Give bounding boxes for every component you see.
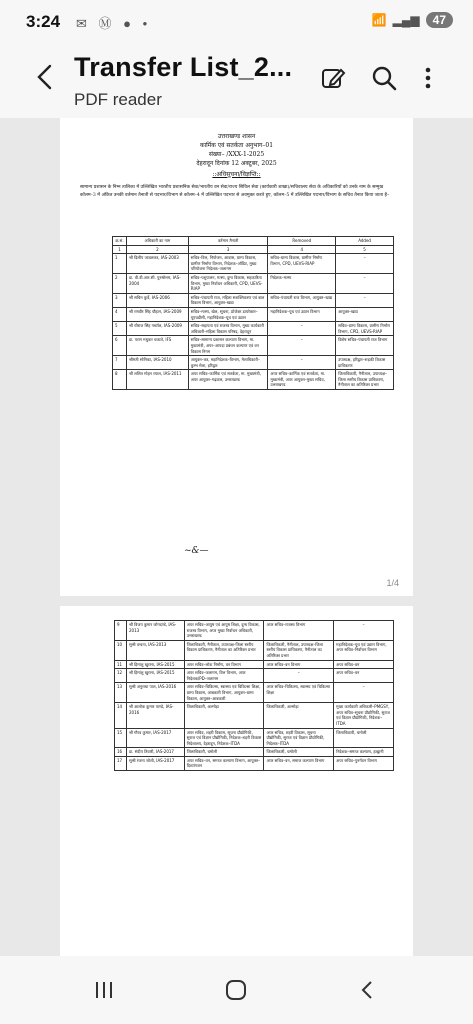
home-icon[interactable] — [224, 978, 248, 1002]
table-cell: 5 — [113, 322, 127, 336]
table-cell: महानिदेशक–यूथ एवं उद्यान विभाग — [268, 307, 336, 321]
table-cell: 7 — [113, 356, 127, 370]
doc-header-3: संख्या– /XXX-1-2025 — [208, 151, 265, 158]
column-header: Added — [336, 237, 394, 246]
table-cell: सचिव–सामान्य प्रशासन कल्याण विभाग, मा. मुख्यमंत्री, अपर–आपदा प्रबंधन कल्याण एवं वन विकास निगम — [188, 336, 268, 356]
table-row — [113, 254, 394, 274]
table-row — [115, 728, 394, 748]
table-cell: अपर सचिव–पुनर्गठन विभाग — [334, 756, 394, 770]
table-cell: – — [268, 356, 336, 370]
app-subtitle: PDF reader — [74, 90, 162, 109]
table-cell: 3 — [113, 293, 127, 307]
table-cell: महानिदेशक–यूथ एवं उद्यान विभाग, अपर सचिव–निर्वाचन विभाग — [334, 640, 394, 660]
table-cell: श्रीमती सोनिका, IAS-2010 — [126, 356, 188, 370]
table-cell: अपर सचिव–वन, समाज कल्याण विभाग — [264, 756, 334, 770]
table-cell: – — [336, 273, 394, 293]
table-cell: 2 — [113, 273, 127, 293]
table-cell: 9 — [115, 621, 127, 641]
table-cell: श्री हिमांशु खुराना, IAS-2015 — [126, 669, 184, 683]
table-cell: श्री ललित मोहन रयाल, IAS-2011 — [126, 370, 188, 390]
table-cell: सचिव–पशुपालन, मत्स्य, दुग्ध विकास, सहकारिता विभाग, मुख्य निर्वाचन अधिकारी, CPD, UEVS-RIAP — [188, 273, 268, 293]
doc-header-2: कार्मिक एवं सतर्कता अनुभाग–01 — [199, 142, 274, 149]
column-header: वर्तमान तैनाती — [188, 237, 268, 246]
table-row — [113, 322, 394, 336]
table-cell: अपर सचिव–जलागम, वित्त विभाग, अपर निदेशक/PD–जलागम — [184, 669, 264, 683]
table-cell: विशेष सचिव–पंचायती राज विभाग — [336, 336, 394, 356]
table-cell: 17 — [115, 756, 127, 770]
table-cell: अपर सचिव–चिकित्सा, स्वास्थ्य एवं चिकित्सा शिक्षा — [264, 683, 334, 703]
table-cell: 4 — [113, 307, 127, 321]
table-cell: – — [336, 293, 394, 307]
table-header-row — [113, 237, 394, 246]
doc-header-5: ::अधिसूचना/विज्ञप्ति:: — [212, 171, 261, 178]
table-cell: 6 — [113, 336, 127, 356]
table-cell: जिलाधिकारी, चमोली — [334, 728, 394, 748]
table-cell: अपर सचिव, शहरी विकास, सूचना प्रौद्योगिकी, सुराज एवं विज्ञान प्रौद्योगिकी, निदेशक–ITDA — [264, 728, 334, 748]
table-cell: जिलाधिकारी, चमोली — [184, 748, 264, 757]
status-time: 3:24 — [26, 12, 61, 31]
table-cell: आयुक्त–कर, महानिदेशक–विभाग, मेलाधिकारी–कुम्भ मेला, हरिद्वार — [188, 356, 268, 370]
page-indicator: 1/4 — [386, 578, 399, 588]
search-icon[interactable] — [370, 64, 398, 92]
table-cell: अपर सचिव–वन — [334, 669, 394, 683]
table-cell: सचिव–पंचायती राज विभाग, आयुक्त–खाद्य — [268, 293, 336, 307]
table-cell: आयुक्त–खाद्य — [336, 307, 394, 321]
table-cell: डा. वी.वी.आर.सी. पुरुषोत्तम, IAS-2004 — [126, 273, 188, 293]
table-cell: अपर सचिव–वन — [334, 660, 394, 669]
notification-icons: ✉ Ⓜ ● • — [76, 16, 152, 31]
column-number: 1 — [113, 245, 127, 254]
table-cell: सचिव–पंचायती राज, महिला सशक्तिकरण एवं बाल विकास विभाग, आयुक्त–खाद्य — [188, 293, 268, 307]
table-cell: जिलाधिकारी, नैनीताल, उपाध्यक्ष–जिला स्तरीय विकास प्राधिकरण, नैनीताल का अतिरिक्त प्रभार — [336, 370, 394, 390]
table-row — [113, 336, 394, 356]
status-bar — [0, 0, 473, 44]
battery-badge: 47 — [426, 12, 453, 28]
table-cell: 8 — [113, 370, 127, 390]
table-cell: श्री आलोक कुमार पाण्डे, IAS-2016 — [126, 703, 184, 728]
table-cell: सचिव–मत्स्य, खेल, सूचना, प्रोजेक्ट डायरेक्टर–यूएचडीसी, महानिदेशक–यूथ एवं उद्यान — [188, 307, 268, 321]
status-right — [372, 12, 453, 28]
table-row — [115, 703, 394, 728]
table-row — [115, 621, 394, 641]
transfer-table-page-1 — [112, 236, 394, 390]
table-cell: सचिव–ग्राम्य विकास, ग्रामीण निर्माण विभाग, CPD, UEVS-RIAP — [336, 322, 394, 336]
table-cell: – — [334, 683, 394, 703]
wifi-icon: 📶 — [371, 13, 387, 27]
recent-apps-icon[interactable] — [92, 978, 116, 1002]
table-cell: जिलाधिकारी, अल्मोड़ा — [264, 703, 334, 728]
table-cell: अपर सचिव–आयुष एवं आयुष शिक्षा, दुग्ध विकास, राजस्व विभाग, अपर मुख्य निर्वाचन अधिकारी, उत्तराखण्ड — [184, 621, 264, 641]
table-cell: डा. पराग मधुकर धकाते, IFS — [126, 336, 188, 356]
table-cell: – — [336, 254, 394, 274]
table-cell: सुश्री रंजना जोशी, IAS-2017 — [126, 756, 184, 770]
table-cell: 12 — [115, 669, 127, 683]
table-cell: श्री रणवीर सिंह चौहान, IAS-2009 — [126, 307, 188, 321]
table-cell: श्री दिलीप जावलकर, IAS-2003 — [126, 254, 188, 274]
table-cell: निदेशक–मत्स्य — [268, 273, 336, 293]
table-cell: जिलाधिकारी, नैनीताल, उपाध्यक्ष–जिला स्तरीय विकास प्राधिकरण, नैनीताल का अतिरिक्त प्रभार — [184, 640, 264, 660]
table-cell: अपर सचिव, शहरी विकास, सूचना प्रौद्योगिकी, सुराज एवं विज्ञान प्रौद्योगिकी, निदेशक–शहरी विकास निदेशालय, देहरादून, निदेशक–ITDA — [184, 728, 264, 748]
column-header: क्र.सं. — [113, 237, 127, 246]
doc-header-1: उत्तराखण्ड शासन — [217, 133, 256, 140]
table-row — [115, 748, 394, 757]
signal-icon: ▂▄▆ — [392, 13, 420, 27]
table-cell: अपर सचिव–लोक निर्माण, वन विभाग — [184, 660, 264, 669]
table-cell: श्री विजय कुमार जोगदण्डे, IAS-2013 — [126, 621, 184, 641]
table-cell: – — [334, 621, 394, 641]
table-row — [115, 756, 394, 770]
table-cell: श्री गौरव कुमार, IAS-2017 — [126, 728, 184, 748]
table-cell: डा. संदीप तिवारी, IAS-2017 — [126, 748, 184, 757]
table-cell: 13 — [115, 683, 127, 703]
doc-header-4: देहरादून दिनांक 12 अक्टूबर, 2025 — [196, 160, 277, 167]
table-cell: अपर सचिव–कार्मिक एवं सतर्कता, मा. मुख्यमंत्री, अपर आयुक्त–गढ़वाल, उत्तराखण्ड — [188, 370, 268, 390]
more-options-icon[interactable] — [414, 64, 442, 92]
table-cell: उपाध्यक्ष, हरिद्वार–रूड़की विकास प्राधिकरण — [336, 356, 394, 370]
column-number: 5 — [336, 245, 394, 254]
column-header: अधिकारी का नाम — [126, 237, 188, 246]
table-row — [113, 293, 394, 307]
table-cell: जिलाधिकारी, अल्मोड़ा — [184, 703, 264, 728]
app-bar — [0, 44, 473, 118]
back-nav-icon[interactable] — [356, 978, 380, 1002]
table-row — [115, 660, 394, 669]
table-row — [115, 669, 394, 683]
table-cell: अपर सचिव–वन, समाज कल्याण विभाग, आयुक्त–दिव्यांगजन — [184, 756, 264, 770]
table-cell: श्री सचिन कुर्वे, IAS-2006 — [126, 293, 188, 307]
table-cell: सुश्री अनुराधा पाल, IAS-2016 — [126, 683, 184, 703]
column-header: Removed — [268, 237, 336, 246]
document-title: Transfer List_2... — [74, 52, 293, 82]
back-arrow-icon[interactable] — [30, 62, 60, 92]
table-cell: अपर सचिव–कार्मिक एवं सतर्कता, मा. मुख्यमंत्री, अपर आयुक्त–मुख्य सचिव, उत्तराखण्ड — [268, 370, 336, 390]
table-cell: सचिव–वित्त, नियोजन, आवास, ग्राम्य विकास, ग्रामीण निर्माण विभाग, निदेशक–ऑडिट, मुख्य परियोजना निदेशक–जलागम — [188, 254, 268, 274]
table-cell: अपर सचिव–वन विभाग — [264, 660, 334, 669]
table-cell: सचिव–ग्राम्य विकास, ग्रामीण निर्माण विभाग, CPD, UEVS-RIAP — [268, 254, 336, 274]
signature: ~&— — [184, 546, 209, 556]
pdf-page-2 — [60, 606, 413, 956]
table-cell: 11 — [115, 660, 127, 669]
table-cell: 16 — [115, 748, 127, 757]
pdf-page-1 — [60, 118, 413, 596]
table-cell: मुख्य कार्यकारी अधिकारी–PMGSY, अपर सचिव–सूचना प्रौद्योगिकी, सुराज एवं विज्ञान प्रौद्योगिकी, निदेशक–ITDA — [334, 703, 394, 728]
table-cell: अपर सचिव–राजस्व विभाग — [264, 621, 334, 641]
doc-intro-paragraph: सामान्य प्रशासन के निम्न तालिका में उल्लिखित भारतीय प्रशासनिक सेवा/भारतीय वन सेवा/राज्य सिविल सेवा (कार्यकारी शाखा)/सचिवालय सेवा के अधिकारियों को उनके नाम के सम्मुख कॉलम–3 में अंकित उनकी वर्तमान तैनाती से पदभार/विभाग से कॉलम–4 में उल्लिखित पदभार से अवमुक्त करते हुए, कॉलम–5 में उल्लिखित पदभार/विभाग के सचिव तैनात किया जाता है– — [80, 185, 390, 198]
table-cell: 10 — [115, 640, 127, 660]
transfer-table-page-2 — [114, 620, 394, 771]
table-cell: 14 — [115, 703, 127, 728]
table-cell: – — [268, 336, 336, 356]
system-nav-bar — [0, 956, 473, 1024]
table-row — [113, 273, 394, 293]
table-row — [113, 370, 394, 390]
column-number-row — [113, 245, 394, 254]
column-number: 4 — [268, 245, 336, 254]
table-cell: सुश्री वन्दना, IAS-2013 — [126, 640, 184, 660]
column-number: 2 — [126, 245, 188, 254]
table-row — [115, 683, 394, 703]
edit-icon[interactable] — [319, 64, 347, 92]
table-cell: जिलाधिकारी, चमोली — [264, 748, 334, 757]
table-row — [113, 356, 394, 370]
column-number: 3 — [188, 245, 268, 254]
table-cell: श्री धीराज सिंह गर्ब्याल, IAS-2009 — [126, 322, 188, 336]
table-cell: श्री हिमांशु खुराना, IAS-2015 — [126, 660, 184, 669]
table-cell: – — [264, 669, 334, 683]
table-cell: सचिव–सहायता एवं राजस्व विभाग, मुख्य कार्यकारी अधिकारी–महिला विकास परिषद, देहरादून — [188, 322, 268, 336]
table-cell: जिलाधिकारी, नैनीताल, उपाध्यक्ष–जिला स्तरीय विकास प्राधिकरण, नैनीताल का अतिरिक्त प्रभार — [264, 640, 334, 660]
table-row — [115, 640, 394, 660]
table-cell: निदेशक–समाज कल्याण, हल्द्वानी — [334, 748, 394, 757]
table-cell: 1 — [113, 254, 127, 274]
table-row — [113, 307, 394, 321]
table-cell: 15 — [115, 728, 127, 748]
table-cell: अपर सचिव–चिकित्सा, स्वास्थ्य एवं चिकित्सा शिक्षा, ग्राम्य विकास, आबकारी विभाग, आयुक्त–ग्राम्य विकास, आयुक्त–आबकारी — [184, 683, 264, 703]
table-cell: – — [268, 322, 336, 336]
pdf-viewer[interactable] — [0, 118, 473, 956]
